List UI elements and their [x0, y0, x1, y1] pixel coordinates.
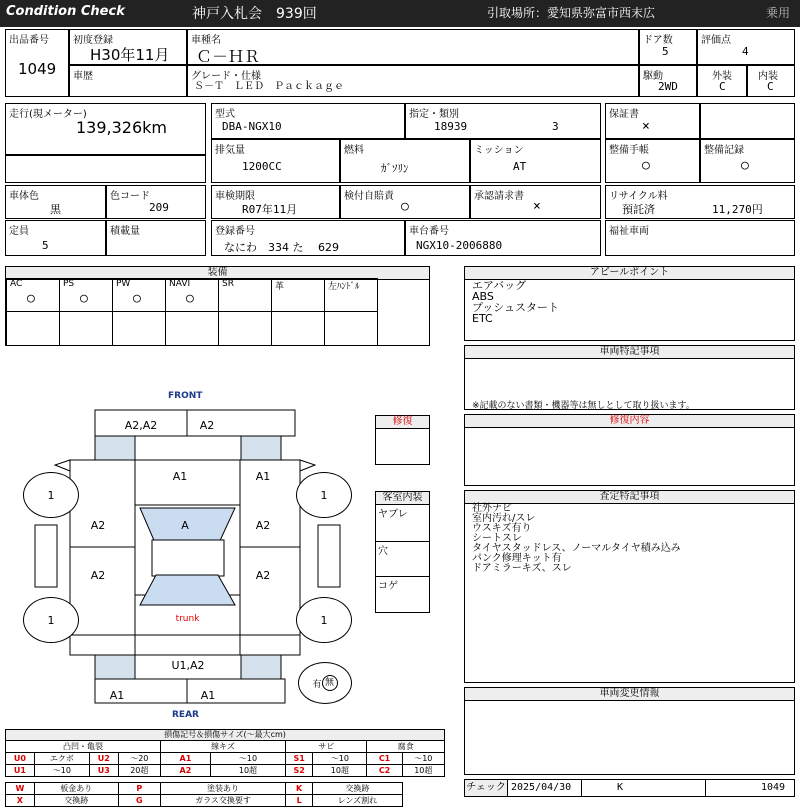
- recycle-box: [605, 185, 795, 219]
- interior-box-panel: [375, 491, 430, 613]
- legend-title: 損傷記号＆損傷サイズ(〜最大cm): [5, 729, 445, 740]
- roof-panel: [152, 540, 224, 576]
- interior-item-burn: コゲ: [378, 581, 398, 592]
- fuel-box: [340, 139, 470, 183]
- type-class-box: [405, 103, 601, 139]
- warranty-extra-box: [700, 103, 795, 139]
- record-box: [700, 139, 795, 183]
- rear-window: [140, 575, 235, 605]
- tire-rear-left: 1: [23, 597, 79, 643]
- score-label: 評価点: [701, 35, 731, 46]
- insurance-label: 検付自賠責: [344, 191, 394, 202]
- approval: ×: [533, 199, 541, 214]
- legend-cell: 〜20: [118, 753, 160, 765]
- equipment-label: PW: [116, 279, 131, 289]
- legend-mark-cell: ガラス交換要す: [160, 795, 285, 807]
- displacement: 1200CC: [242, 160, 282, 173]
- legend-cell: S1: [286, 753, 313, 765]
- repair-box: [375, 415, 430, 465]
- model-box: [211, 103, 405, 139]
- assessment-item: ドアミラーキズ、スレ: [472, 563, 572, 574]
- equipment-empty-cell: [165, 311, 219, 346]
- approval-label: 承認請求書: [474, 191, 524, 202]
- warranty-box: [605, 103, 700, 139]
- front-right-light: [241, 436, 281, 460]
- approval-box: [470, 185, 601, 219]
- legend-mark-cell: 板金あり: [34, 783, 118, 795]
- record-label: 整備記録: [704, 145, 744, 156]
- damage-rear-right: A1: [200, 689, 216, 702]
- history-label: 車歴: [73, 71, 93, 82]
- vehicle-category: 乗用: [766, 6, 791, 20]
- equipment-cell: [218, 278, 272, 312]
- legend-mark-cell: W: [6, 783, 35, 795]
- drive-box: [639, 65, 697, 97]
- lot-number-box: [5, 29, 69, 97]
- legend-cell: A1: [160, 753, 210, 765]
- chassis-box: [405, 220, 601, 256]
- equipment-empty-cell: [59, 311, 113, 346]
- damage-roof: A: [181, 519, 189, 532]
- interior-label: 内装: [758, 71, 778, 82]
- tire-front-left: 1: [23, 472, 79, 518]
- assessment-item: 社外ナビ: [472, 503, 512, 514]
- grade: Ｓ－Ｔ ＬＥＤ Ｐａｃｋａｇｅ: [194, 81, 344, 92]
- displacement-label: 排気量: [215, 145, 245, 156]
- color-code: 209: [149, 201, 169, 214]
- inspection-label: 車検期限: [215, 191, 255, 202]
- spare-tire-status: 無: [322, 675, 338, 691]
- score-box: [697, 29, 795, 65]
- damage-rear-bumper: U1,A2: [171, 659, 205, 672]
- legend-cell: U0: [6, 753, 35, 765]
- doors-label: ドア数: [643, 35, 673, 46]
- equipment-label: SR: [222, 279, 234, 289]
- damage-right-front-door: A2: [255, 519, 271, 532]
- lot-number: 1049: [18, 60, 57, 78]
- color-box: [5, 185, 106, 219]
- legend-head: 腐食: [367, 741, 445, 753]
- legend-cell: U2: [89, 753, 118, 765]
- recycle-label: リサイクル料: [609, 191, 668, 202]
- car-name: Ｃ－ＨＲ: [196, 47, 261, 66]
- load-box: [106, 220, 206, 256]
- damage-right-rear-door: A2: [255, 569, 271, 582]
- appeal-item: プッシュスタート: [472, 301, 560, 314]
- check-lot: 1049: [761, 782, 786, 793]
- mileage-label: 走行(現メーター): [9, 109, 87, 120]
- damage-left-front-door: A2: [90, 519, 106, 532]
- equipment-empty-cell: [6, 311, 60, 346]
- interior-title: 客室内装: [376, 492, 429, 505]
- capacity-box: [5, 220, 106, 256]
- color-code-label: 色コード: [110, 191, 150, 202]
- transmission: AT: [513, 160, 527, 173]
- legend-cell: C2: [367, 765, 402, 777]
- damage-left-rear-door: A2: [90, 569, 106, 582]
- first-registration-label: 初度登録: [73, 35, 113, 46]
- assessment-list: [465, 504, 794, 574]
- damage-rear-left: A1: [109, 689, 125, 702]
- legend-head: 線キズ: [160, 741, 285, 753]
- equipment-empty-cell: [218, 311, 272, 346]
- damage-legend: [5, 729, 445, 807]
- capacity: 5: [42, 239, 49, 252]
- special-title: 車両特記事項: [465, 346, 794, 359]
- pickup-location: 引取場所：愛知県弥富市西末広: [487, 6, 656, 20]
- grade-box: [187, 65, 639, 97]
- doors: 5: [662, 45, 669, 58]
- exterior-box: [697, 65, 747, 97]
- class-number: 3: [552, 120, 559, 133]
- appeal-list: [465, 280, 794, 324]
- equipment-empty-cell: [271, 311, 325, 346]
- grade-label: グレード・仕様: [191, 71, 261, 82]
- legend-mark-cell: レンズ割れ: [313, 795, 402, 807]
- legend-mark-cell: 交換跡: [313, 783, 402, 795]
- legend-mark-cell: X: [6, 795, 35, 807]
- car-name-box: [187, 29, 639, 65]
- appeal-panel: [464, 266, 795, 341]
- type-number: 18939: [434, 120, 468, 133]
- equipment-empty-cell: [112, 311, 166, 346]
- appeal-title: アピールポイント: [465, 267, 794, 280]
- legend-cell: エクボ: [34, 753, 89, 765]
- equipment-cell: [165, 278, 219, 312]
- equipment-label: NAVI: [169, 279, 191, 289]
- mileage-note-box: [5, 155, 206, 183]
- legend-head: 凸凹・亀裂: [6, 741, 161, 753]
- interior-box: [747, 65, 795, 97]
- interior-grade: C: [767, 80, 774, 93]
- rear-label: REAR: [172, 710, 199, 720]
- plate-label: 登録番号: [215, 226, 255, 237]
- maintenance-record: ○: [741, 158, 749, 173]
- legend-cell: 10超: [313, 765, 367, 777]
- interior-item-tear: ヤブレ: [376, 505, 429, 542]
- damage-front-bumper-left: A2,A2: [124, 419, 158, 432]
- equipment-value: ○: [133, 291, 141, 306]
- repair-detail-panel: [464, 414, 795, 486]
- front-left-light: [95, 436, 135, 460]
- legend-cell: S2: [286, 765, 313, 777]
- trunk-label: trunk: [175, 614, 200, 624]
- fuel: ｶﾞｿﾘﾝ: [381, 162, 409, 175]
- legend-cell: 20超: [118, 765, 160, 777]
- legend-cell: A2: [160, 765, 210, 777]
- tire-rear-right: 1: [296, 597, 352, 643]
- equipment-cell: [6, 278, 60, 312]
- chassis-number: NGX10-2006880: [416, 239, 503, 252]
- damage-front-bumper-right: A2: [199, 419, 215, 432]
- assessment-item: タイヤスタッドレス、ノーマルタイヤ積み込み: [472, 543, 681, 554]
- drive: 2WD: [658, 80, 678, 93]
- assessment-title: 査定特記事項: [465, 491, 794, 504]
- type-class-label: 指定・類別: [409, 109, 459, 120]
- left-side-step: [35, 525, 57, 587]
- inspection-box: [211, 185, 340, 219]
- appeal-item: エアバッグ: [472, 279, 527, 292]
- legend-mark-cell: P: [118, 783, 160, 795]
- manual-label: 整備手帳: [609, 145, 649, 156]
- change-title: 車両変更情報: [465, 688, 794, 701]
- legend-cell: 〜10: [210, 753, 285, 765]
- assessment-panel: [464, 490, 795, 683]
- doors-box: [639, 29, 697, 65]
- rear-right-light: [241, 655, 281, 679]
- mileage-box: [5, 103, 206, 155]
- insurance: ○: [401, 199, 409, 214]
- lot-number-label: 出品番号: [9, 35, 49, 46]
- assessment-item: パンク修理キット有: [472, 553, 562, 564]
- legend-cell: 〜10: [34, 765, 89, 777]
- damage-hood-right: A1: [255, 470, 271, 483]
- recycle-fee: 11,270円: [712, 203, 763, 216]
- special-panel: [464, 345, 795, 410]
- interior-item-hole: 穴: [376, 542, 429, 577]
- check-row: [464, 779, 795, 797]
- legend-cell: C1: [367, 753, 402, 765]
- equipment-label: PS: [63, 279, 75, 289]
- plate-box: [211, 220, 405, 256]
- displacement-box: [211, 139, 340, 183]
- equipment-label: 革: [275, 282, 285, 292]
- legend-cell: 〜10: [402, 753, 444, 765]
- mileage: 139,326km: [76, 118, 168, 137]
- check-inspector: K: [617, 782, 624, 793]
- brand-title: Condition Check: [6, 4, 125, 19]
- model-label: 型式: [215, 109, 235, 120]
- repair-title: 修復: [376, 416, 429, 429]
- body-color: 黒: [50, 203, 61, 216]
- score: 4: [742, 45, 749, 58]
- equipment-empty-cell: [324, 311, 378, 346]
- appeal-item: ABS: [472, 290, 494, 303]
- equipment-label: AC: [10, 279, 23, 289]
- legend-mark-cell: K: [286, 783, 313, 795]
- assessment-item: ウスキズ有り: [472, 523, 532, 534]
- equipment-label: 左ﾊﾝﾄﾞﾙ: [328, 282, 360, 292]
- capacity-label: 定員: [9, 226, 29, 237]
- legend-table: [5, 740, 445, 807]
- spare-tire-present-label: 有: [312, 679, 322, 690]
- exterior-label: 外装: [712, 71, 732, 82]
- spare-tire: [298, 662, 352, 704]
- transmission-box: [470, 139, 601, 183]
- car-name-label: 車種名: [191, 35, 221, 46]
- check-label: チェック: [465, 780, 508, 796]
- recycle-status: 預託済: [622, 203, 655, 216]
- manual-box: [605, 139, 700, 183]
- equipment-value: ○: [27, 291, 35, 306]
- welfare-box: [605, 220, 795, 256]
- inspection-expiry: R07年11月: [242, 203, 298, 216]
- equipment-value: ○: [186, 291, 194, 306]
- equipment-cell: [271, 278, 325, 312]
- auction-title: 神戸入札会 939回: [192, 6, 317, 22]
- insurance-box: [340, 185, 470, 219]
- warranty-label: 保証書: [609, 109, 639, 120]
- plate-number: なにわ 334 た 629: [224, 241, 339, 254]
- tire-front-right: 1: [296, 472, 352, 518]
- welfare-label: 福祉車両: [609, 226, 649, 237]
- color-label: 車体色: [9, 191, 39, 202]
- exterior-grade: C: [719, 80, 726, 93]
- appeal-item: ETC: [472, 312, 493, 325]
- equipment-cell: [112, 278, 166, 312]
- legend-mark-cell: L: [286, 795, 313, 807]
- change-panel: [464, 687, 795, 775]
- equipment-title: 装備: [6, 267, 429, 280]
- maintenance-manual: ○: [642, 158, 650, 173]
- history-box: [69, 65, 187, 97]
- legend-cell: U1: [6, 765, 35, 777]
- warranty: ×: [642, 119, 650, 134]
- equipment-cell: [59, 278, 113, 312]
- equipment-value: ○: [80, 291, 88, 306]
- legend-mark-cell: G: [118, 795, 160, 807]
- damage-hood-left: A1: [172, 470, 188, 483]
- rear-left-light: [95, 655, 135, 679]
- assessment-item: シートスレ: [472, 533, 522, 544]
- fuel-label: 燃料: [344, 145, 364, 156]
- legend-head: サビ: [286, 741, 367, 753]
- legend-mark-cell: 塗装あり: [160, 783, 285, 795]
- special-note: ※記載のない書類・機器等は無しとして取り扱います。: [472, 401, 695, 411]
- legend-cell: 〜10: [313, 753, 367, 765]
- legend-cell: 10超: [402, 765, 444, 777]
- assessment-item: 室内汚れ/スレ: [472, 513, 536, 524]
- legend-cell: 10超: [210, 765, 285, 777]
- right-side-step: [318, 525, 340, 587]
- legend-mark-cell: 交換跡: [34, 795, 118, 807]
- drive-label: 駆動: [643, 71, 663, 82]
- check-date: 2025/04/30: [511, 782, 572, 793]
- transmission-label: ミッション: [474, 145, 524, 156]
- color-code-box: [106, 185, 206, 219]
- first-registration: H30年11月: [90, 46, 170, 64]
- chassis-label: 車台番号: [409, 226, 449, 237]
- front-label: FRONT: [168, 391, 203, 401]
- first-registration-box: [69, 29, 187, 65]
- repair-detail-title: 修復内容: [465, 415, 794, 428]
- legend-cell: U3: [89, 765, 118, 777]
- header-bar: [0, 0, 800, 27]
- equipment-cell: [324, 278, 378, 312]
- model: DBA-NGX10: [222, 120, 282, 133]
- load-label: 積載量: [110, 226, 140, 237]
